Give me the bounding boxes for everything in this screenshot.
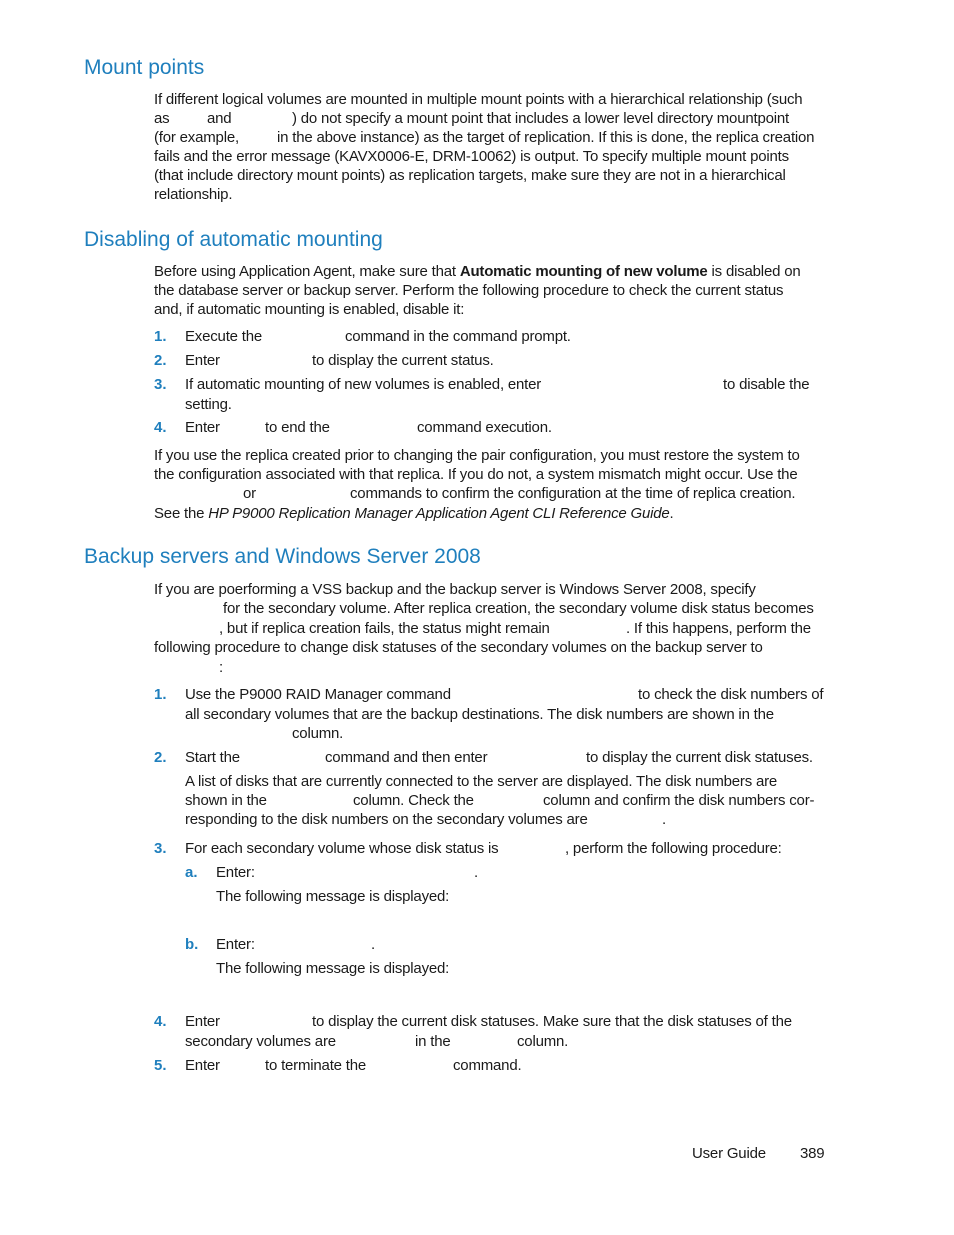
footer-label: User Guide [692, 1145, 766, 1162]
heading-disabling-automatic-mounting: Disabling of automatic mounting [84, 228, 383, 251]
automount-option-name: Automatic mounting of new volume [459, 263, 708, 280]
page-number: 389 [800, 1145, 825, 1162]
heading-backup-servers: Backup servers and Windows Server 2008 [84, 545, 481, 568]
heading-mount-points: Mount points [84, 56, 205, 79]
reference-guide-title: HP P9000 Replication Manager Application Agent CLI Reference Guide [208, 505, 670, 522]
